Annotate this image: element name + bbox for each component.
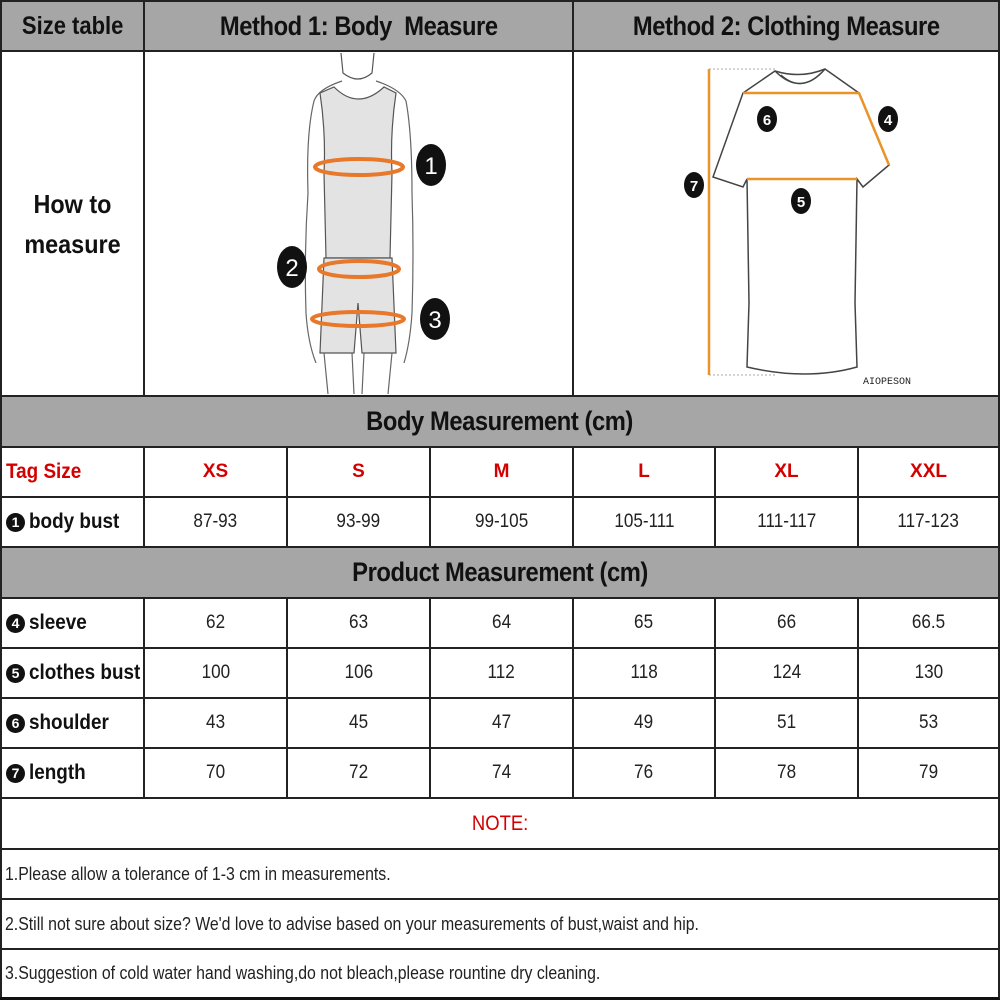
body-figure-illustration xyxy=(146,53,571,394)
table-cell: 100 xyxy=(143,649,286,697)
table-cell: 118 xyxy=(572,649,714,697)
top-header-row xyxy=(0,0,998,50)
note-item: 1.Please allow a tolerance of 1-3 cm in measurements. xyxy=(0,850,998,898)
table-cell: 66 xyxy=(714,599,857,647)
table-cell: 93-99 xyxy=(286,498,429,546)
marker-5-icon xyxy=(791,188,811,214)
table-cell: 66.5 xyxy=(857,599,998,647)
size-table-header-cell xyxy=(0,2,143,50)
row-label-body-bust: 1 body bust xyxy=(0,498,143,546)
table-cell: 87-93 xyxy=(143,498,286,546)
marker-6-icon xyxy=(757,106,777,132)
note-row xyxy=(0,898,998,948)
marker-4-icon: 4 xyxy=(6,614,25,633)
svg-text:1: 1 xyxy=(424,153,438,180)
marker-1-icon xyxy=(416,144,446,186)
svg-text:2: 2 xyxy=(285,255,299,282)
marker-2-icon xyxy=(277,246,307,288)
clothing-measure-figure-cell xyxy=(572,52,998,395)
table-row xyxy=(0,697,998,747)
svg-text:6: 6 xyxy=(762,112,772,129)
method2-title: Method 2: Clothing Measure xyxy=(632,10,940,41)
table-cell: 43 xyxy=(143,699,286,747)
marker-7-icon xyxy=(684,172,704,198)
row-label-sleeve: 4 sleeve xyxy=(0,599,143,647)
how-to-measure-label: How to measure xyxy=(24,188,121,259)
size-l-cell: L xyxy=(572,448,714,496)
note-item: 3.Suggestion of cold water hand washing,do not bleach,please rountine dry cleaning. xyxy=(0,950,998,997)
marker-5-icon: 5 xyxy=(6,664,25,683)
table-cell: 53 xyxy=(857,699,998,747)
how-to-measure-row xyxy=(0,50,998,395)
table-cell: 130 xyxy=(857,649,998,697)
method2-header-cell xyxy=(572,2,998,50)
table-row xyxy=(0,647,998,697)
table-cell: 112 xyxy=(429,649,572,697)
table-cell: 70 xyxy=(143,749,286,797)
product-measurement-header-row xyxy=(0,546,998,597)
table-cell: 105-111 xyxy=(572,498,714,546)
product-measurement-header-cell xyxy=(0,548,998,597)
table-cell: 99-105 xyxy=(429,498,572,546)
note-title: NOTE: xyxy=(471,811,529,835)
marker-7-icon: 7 xyxy=(6,764,25,783)
size-xxl-cell: XXL xyxy=(857,448,998,496)
table-cell: 74 xyxy=(429,749,572,797)
note-row xyxy=(0,848,998,898)
body-measurement-header-row xyxy=(0,395,998,446)
marker-1-icon: 1 xyxy=(6,513,25,532)
svg-text:3: 3 xyxy=(428,307,442,334)
body-measurement-title: Body Measurement (cm) xyxy=(366,406,634,436)
brand-label: AIOPESON xyxy=(863,377,912,388)
note-item: 2.Still not sure about size? We'd love to advise based on your measurements of bust,waist and hip. xyxy=(0,900,998,948)
table-cell: 72 xyxy=(286,749,429,797)
size-table-title: Size table xyxy=(21,11,124,40)
table-cell: 63 xyxy=(286,599,429,647)
marker-6-icon: 6 xyxy=(6,714,25,733)
tag-size-row xyxy=(0,446,998,496)
note-title-cell xyxy=(0,799,998,848)
how-to-measure-cell xyxy=(0,52,143,395)
table-row xyxy=(0,496,998,546)
table-cell: 124 xyxy=(714,649,857,697)
size-s-cell: S xyxy=(286,448,429,496)
table-cell: 45 xyxy=(286,699,429,747)
table-cell: 51 xyxy=(714,699,857,747)
table-cell: 65 xyxy=(572,599,714,647)
row-label-length: 7 length xyxy=(0,749,143,797)
marker-3-icon xyxy=(420,298,450,340)
table-cell: 111-117 xyxy=(714,498,857,546)
marker-4-icon xyxy=(878,106,898,132)
shirt-figure-illustration xyxy=(575,53,997,394)
size-xl-cell: XL xyxy=(714,448,857,496)
size-xs-cell: XS xyxy=(143,448,286,496)
table-cell: 79 xyxy=(857,749,998,797)
table-row xyxy=(0,597,998,647)
table-cell: 49 xyxy=(572,699,714,747)
table-cell: 64 xyxy=(429,599,572,647)
table-cell: 62 xyxy=(143,599,286,647)
table-cell: 76 xyxy=(572,749,714,797)
row-label-clothes-bust: 5 clothes bust xyxy=(0,649,143,697)
row-label-shoulder: 6 shoulder xyxy=(0,699,143,747)
note-row xyxy=(0,948,998,997)
table-row xyxy=(0,747,998,797)
tag-size-label-cell xyxy=(0,448,143,496)
svg-text:5: 5 xyxy=(796,194,806,211)
tag-size-label: Tag Size xyxy=(6,460,82,483)
table-cell: 47 xyxy=(429,699,572,747)
size-m-cell: M xyxy=(429,448,572,496)
body-measure-figure-cell xyxy=(143,52,572,395)
svg-text:4: 4 xyxy=(883,112,893,129)
note-title-row xyxy=(0,797,998,848)
product-measurement-title: Product Measurement (cm) xyxy=(352,557,648,587)
table-cell: 78 xyxy=(714,749,857,797)
method1-title: Method 1: Body Measure xyxy=(219,10,498,41)
table-cell: 106 xyxy=(286,649,429,697)
body-measurement-header-cell xyxy=(0,397,998,446)
svg-text:7: 7 xyxy=(689,178,699,195)
table-cell: 117-123 xyxy=(857,498,998,546)
method1-header-cell xyxy=(143,2,572,50)
